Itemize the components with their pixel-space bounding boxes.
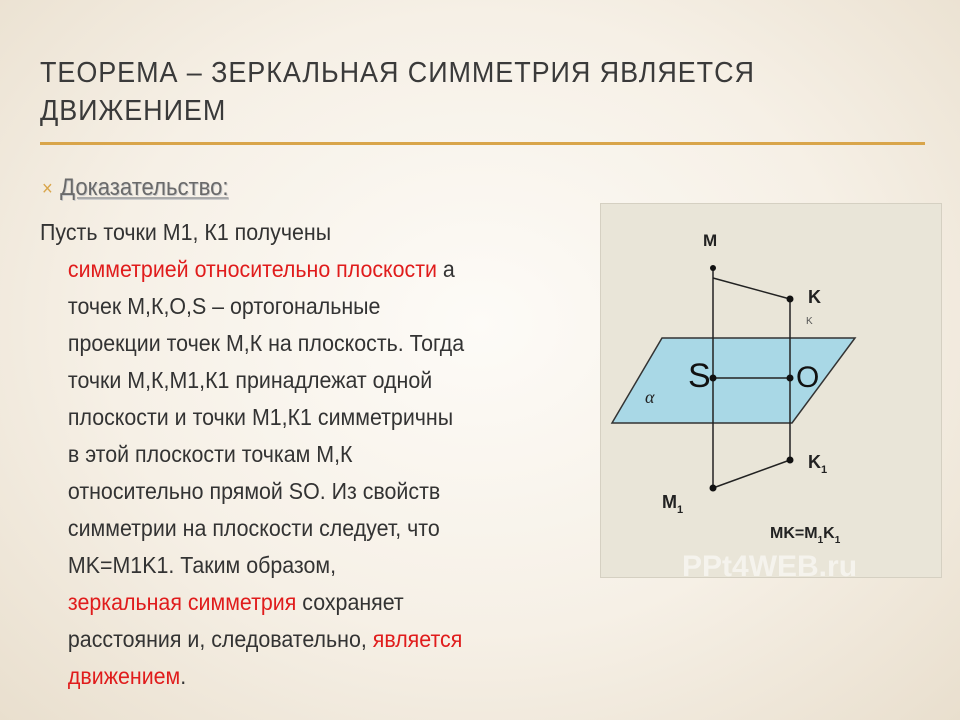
text-line-7: в этой плоскости точкам М,К [67,441,353,467]
text-line-2 [40,251,598,288]
point-m1 [710,485,717,492]
segment-m1k1 [713,460,790,488]
label-k-small: K [806,316,813,327]
text-line-12-start: расстояния и, следовательно, [67,626,373,652]
label-alpha: α [645,387,655,407]
segment-mk [713,278,790,299]
highlight-motion: движением [67,663,181,689]
bullet-x-icon: × [42,178,53,200]
label-k1: $K_1$ [808,452,828,476]
text-line-8: относительно прямой SO. Из свойств [67,478,441,504]
point-o [787,375,794,382]
label-m1: $M_1$ [662,492,684,516]
proof-bullet [42,174,229,202]
label-o: O [796,361,820,394]
proof-text [40,214,598,695]
label-s: S [688,357,711,395]
highlight-symmetry-plane: симметрией относительно плоскости [67,256,437,282]
text-line-6: плоскости и точки М1,К1 симметричны [67,404,454,430]
text-line-11-rest: сохраняет [296,589,404,615]
text-line-13-rest: . [180,663,187,689]
text-line-2-rest: а [436,256,455,282]
text-line-13 [40,658,598,695]
title-divider [40,142,925,145]
text-line-3: точек М,К,О,S – ортогональные [67,293,381,319]
text-line-12 [40,621,598,658]
title-line-2: ДВИЖЕНИЕМ [40,95,227,127]
text-line-1: Пусть точки М1, К1 получены [40,219,332,245]
text-line-4: проекции точек М,К на плоскость. Тогда [67,330,465,356]
proof-heading: Доказательство: [60,174,229,201]
watermark: PPt4WEB.ru [682,550,858,578]
geometry-figure [600,203,942,578]
label-m: M [703,231,718,250]
slide-title [40,54,803,130]
highlight-mirror-symmetry: зеркальная симметрия [67,589,297,615]
formula-mk-m1k1: $MK=M_1K_1$ [770,525,841,546]
point-k [787,296,794,303]
text-line-11 [40,584,598,621]
label-k: K [808,287,821,307]
figure-svg [600,203,942,578]
title-line-1: ТЕОРЕМА – ЗЕРКАЛЬНАЯ СИММЕТРИЯ ЯВЛЯЕТСЯ [40,57,755,89]
highlight-is: является [372,626,463,652]
text-line-5: точки М,К,М1,К1 принадлежат одной [67,367,433,393]
point-m [710,265,716,271]
text-line-10: MK=M1K1. Таким образом, [67,552,337,578]
point-k1 [787,457,794,464]
text-line-9: симметрии на плоскости следует, что [67,515,440,541]
